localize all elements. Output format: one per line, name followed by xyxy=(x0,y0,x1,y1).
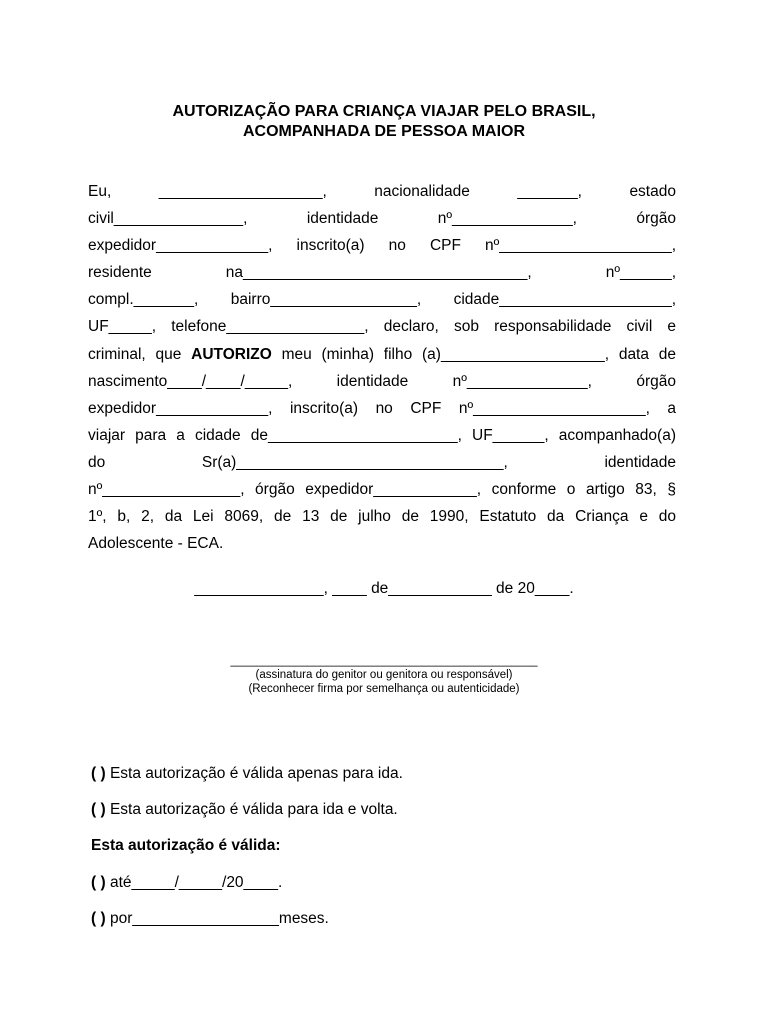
body-word: meu (minha) filho (a)___________________, data de xyxy=(281,345,676,363)
body-word: nº____________________, xyxy=(485,237,676,255)
option-ida-volta xyxy=(91,800,398,820)
body-word: 1º, b, 2, da Lei 8069, de 13 de julho de 1990, Estatuto da Criança e do xyxy=(88,508,676,526)
body-word: nº______________, xyxy=(452,372,592,390)
option-ida xyxy=(91,764,403,784)
authorize-word: AUTORIZO xyxy=(191,345,272,363)
body-word: do xyxy=(88,453,106,471)
body-word: identidade xyxy=(306,210,379,228)
option-checkbox-por[interactable]: ( ) xyxy=(91,910,106,927)
body-line xyxy=(88,476,676,503)
title-line-2: ACOMPANHADA DE PESSOA MAIOR xyxy=(242,123,526,140)
option-por xyxy=(91,909,329,929)
body-word: ___________________, xyxy=(158,183,327,200)
option-ida-volta-label: Esta autorização é válida para ida e volta. xyxy=(109,801,398,818)
body-word: órgão xyxy=(636,372,676,390)
body-word: viajar para a cidade de______________________, UF______, acompanhado(a) xyxy=(88,426,676,444)
body-word: cidade____________________, xyxy=(453,291,676,309)
validity-title: Esta autorização é válida: xyxy=(91,837,281,854)
body-word: no xyxy=(375,399,393,417)
body-line xyxy=(88,503,676,530)
signature-caption-2: (Reconhecer firma por semelhança ou autenticidade) xyxy=(248,683,520,695)
body-word: identidade xyxy=(604,453,676,471)
body-word: nº______, xyxy=(605,264,677,282)
body-word: órgão xyxy=(636,210,677,228)
body-line xyxy=(88,395,676,422)
body-word: sob xyxy=(454,318,479,336)
body-word: no xyxy=(388,237,406,255)
body-word: e xyxy=(667,318,677,336)
title-line-1: AUTORIZAÇÃO PARA CRIANÇA VIAJAR PELO BRASIL, xyxy=(172,103,596,120)
signature-line: ________________________________________________ xyxy=(230,655,538,667)
body-word: CPF xyxy=(410,399,442,417)
body-word: civil xyxy=(626,318,653,336)
body-line xyxy=(88,422,676,449)
body-word: Adolescente - ECA. xyxy=(88,535,224,553)
body-line xyxy=(88,341,676,368)
body-word: nacionalidade xyxy=(374,183,470,200)
body-word: _______, xyxy=(517,183,582,200)
body-word: compl._______, xyxy=(88,291,199,309)
body-word: Eu, xyxy=(88,183,112,200)
body-word: expedidor_____________, xyxy=(88,237,273,255)
body-line xyxy=(88,368,676,395)
body-line xyxy=(88,178,676,205)
body-word: civil_______________, xyxy=(88,210,248,228)
body-word: telefone________________, xyxy=(171,318,369,336)
signature-caption-1: (assinatura do genitor ou genitora ou responsável) xyxy=(255,669,513,681)
body-word: inscrito(a) xyxy=(296,237,365,255)
body-line xyxy=(88,313,676,340)
body-word: na_________________________________, xyxy=(225,264,532,282)
date-line: _______________, ____ de____________ de 20____. xyxy=(194,580,574,597)
body-line xyxy=(88,286,676,313)
body-word: residente xyxy=(88,264,152,282)
option-por-label: por_________________meses. xyxy=(109,910,329,927)
body-word: identidade xyxy=(336,372,409,390)
option-ate-label: até_____/_____/20____. xyxy=(109,874,283,891)
body-word: nº______________, xyxy=(437,210,577,228)
body-word: CPF xyxy=(429,237,461,255)
option-checkbox-ida-volta[interactable]: ( ) xyxy=(91,801,106,818)
body-line xyxy=(88,205,676,232)
body-word: criminal, que xyxy=(88,345,182,363)
option-checkbox-ate[interactable]: ( ) xyxy=(91,874,106,891)
document-title xyxy=(0,102,768,142)
body-word: nascimento____/____/_____, xyxy=(88,372,293,390)
option-ate xyxy=(91,873,282,893)
signature-block xyxy=(0,654,768,696)
body-word: estado xyxy=(629,183,676,200)
body-line xyxy=(88,232,676,259)
body-word: nº____________________, xyxy=(458,399,650,417)
option-ida-label: Esta autorização é válida apenas para ida. xyxy=(109,765,403,782)
body-word: Sr(a)_______________________________, xyxy=(201,453,508,471)
body-line xyxy=(88,530,676,557)
body-word: nº________________, órgão expedidor____________, conforme o artigo 83, § xyxy=(88,481,676,499)
body-line xyxy=(88,449,676,476)
option-checkbox-ida[interactable]: ( ) xyxy=(91,765,106,782)
authorization-body-text xyxy=(88,178,676,557)
body-line xyxy=(88,259,676,286)
body-word: a xyxy=(667,399,677,417)
body-word: UF_____, xyxy=(88,318,157,336)
body-word: responsabilidade xyxy=(494,318,612,336)
body-word: bairro_________________, xyxy=(230,291,422,309)
body-word: inscrito(a) xyxy=(289,399,359,417)
body-word: declaro, xyxy=(383,318,439,336)
body-word: expedidor_____________, xyxy=(88,399,273,417)
